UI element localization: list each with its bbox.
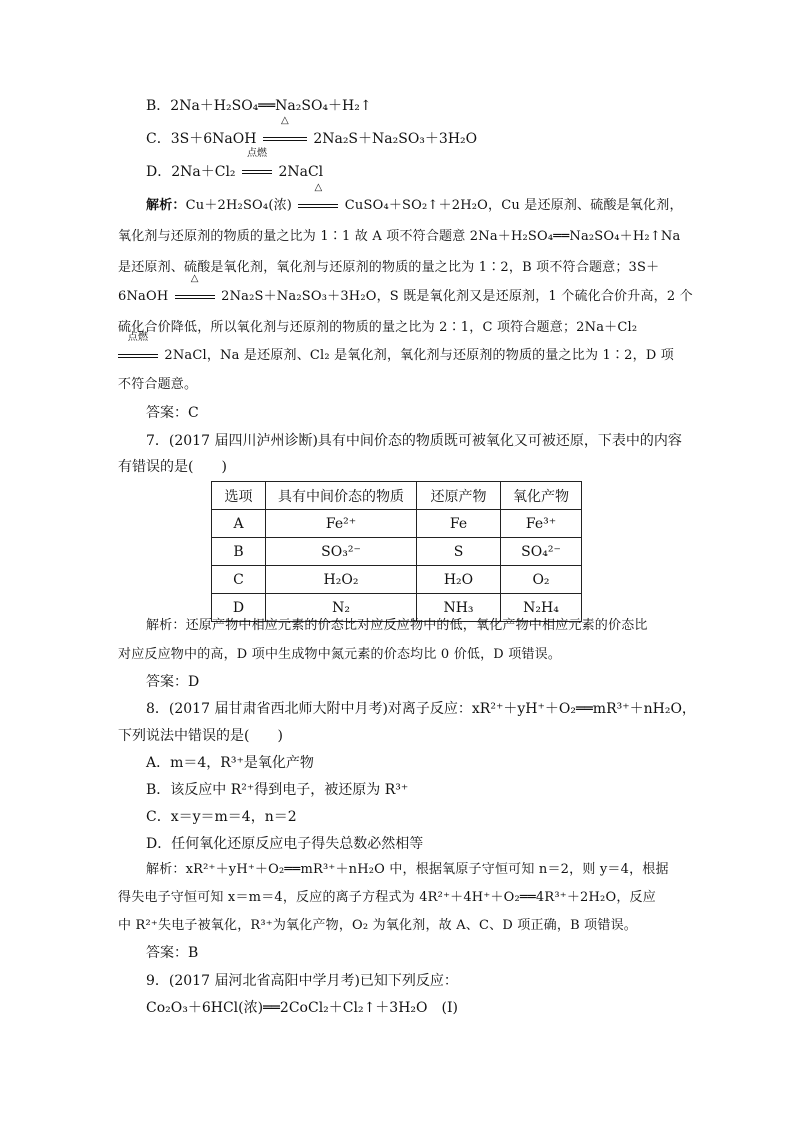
table-header-cell: 还原产物 bbox=[417, 482, 501, 510]
q8-option-d: D．任何氧化还原反应电子得失总数必然相等 bbox=[146, 836, 424, 852]
q6-answer: 答案：C bbox=[146, 405, 199, 421]
table-cell: NH₃ bbox=[417, 594, 501, 622]
table-cell: N₂H₄ bbox=[501, 594, 582, 622]
q7-stem-line1: 7．(2017 届四川泸州诊断)具有中间价态的物质既可被氧化又可被还原，下表中的内容 bbox=[146, 433, 682, 449]
q6-solution-line5: 硫化合价降低，所以氧化剂与还原剂的物质的量之比为 2∶1，C 项符合题意；2Na＋Cl₂ bbox=[118, 320, 638, 335]
table-cell: SO₃²⁻ bbox=[266, 538, 417, 566]
table-header-cell: 具有中间价态的物质 bbox=[266, 482, 417, 510]
q8-solution-line3: 中 R²⁺失电子被氧化，R³⁺为氧化产物，O₂ 为氧化剂，故 A、C、D 项正确，B 项错误。 bbox=[118, 918, 637, 933]
table-cell: Fe bbox=[417, 510, 501, 538]
table-cell: A bbox=[212, 510, 266, 538]
table-row bbox=[212, 566, 582, 594]
option-c-right: 2Na₂S＋Na₂SO₃＋3H₂O bbox=[313, 131, 478, 147]
q9-reaction-1: Co₂O₃＋6HCl(浓)══2CoCl₂＋Cl₂↑＋3H₂O (Ⅰ) bbox=[146, 1000, 458, 1016]
q8-option-a: A．m＝4，R³⁺是氧化产物 bbox=[146, 755, 314, 771]
table-cell: Fe³⁺ bbox=[501, 510, 582, 538]
q8-stem-line1: 8．(2017 届甘肃省西北师大附中月考)对离子反应：xR²⁺＋yH⁺＋O₂══mR³⁺＋nH₂O， bbox=[146, 701, 696, 717]
q6-solution-line2: 氧化剂与还原剂的物质的量之比为 1∶1 故 A 项不符合题意 2Na＋H₂SO₄══Na₂SO₄＋H₂↑Na bbox=[118, 229, 681, 244]
q6-solution-line7: 不符合题意。 bbox=[118, 377, 198, 392]
table-cell: N₂ bbox=[266, 594, 417, 622]
table-cell: B bbox=[212, 538, 266, 566]
q8-solution-line1: 解析：xR²⁺＋yH⁺＋O₂══mR³⁺＋nH₂O 中，根据氧原子守恒可知 n＝2，则 y＝4，根据 bbox=[146, 862, 669, 877]
q9-stem-line1: 9．(2017 届河北省高阳中学月考)已知下列反应： bbox=[146, 973, 458, 989]
q6-solution-line6: 点燃 2NaCl，Na 是还原剂、Cl₂ 是氧化剂，氧化剂与还原剂的物质的量之比为 1∶2，D 项 bbox=[118, 346, 674, 366]
options-table bbox=[211, 481, 582, 622]
ignite-condition: 点燃 bbox=[246, 148, 267, 159]
q8-option-b: B．该反应中 R²⁺得到电子，被还原为 R³⁺ bbox=[146, 782, 409, 798]
option-c bbox=[146, 115, 478, 149]
q6-solution-line1: 解析：Cu＋2H₂SO₄(浓) △ CuSO₄＋SO₂↑＋2H₂O，Cu 是还原剂、硫酸是氧化剂， bbox=[146, 182, 683, 213]
table-cell: C bbox=[212, 566, 266, 594]
q6-solution-line4: 6NaOH △ 2Na₂S＋Na₂SO₃＋3H₂O，S 既是氧化剂又是还原剂，1 个硫化合价升高，2 个 bbox=[118, 273, 693, 304]
table-row bbox=[212, 510, 582, 538]
q6-solution-line3: 是还原剂、硫酸是氧化剂，氧化剂与还原剂的物质的量之比为 1∶2，B 项不符合题意；3S＋ bbox=[118, 260, 660, 275]
table-cell: H₂O₂ bbox=[266, 566, 417, 594]
table-cell: Fe²⁺ bbox=[266, 510, 417, 538]
heat-condition: △ bbox=[281, 115, 289, 126]
solution-label: 解析： bbox=[146, 198, 186, 213]
q8-solution-line2: 得失电子守恒可知 x＝m＝4，反应的离子方程式为 4R²⁺＋4H⁺＋O₂══4R³⁺＋2H₂O，反应 bbox=[118, 890, 656, 905]
q7-solution-line2: 对应反应物中的高，D 项中生成物中氮元素的价态均比 0 价低，D 项错误。 bbox=[118, 647, 562, 662]
q7-stem-line2: 有错误的是( ) bbox=[118, 459, 227, 475]
option-d-left: D．2Na＋Cl₂ bbox=[146, 164, 236, 180]
table-cell: O₂ bbox=[501, 566, 582, 594]
table-cell: D bbox=[212, 594, 266, 622]
table-cell: H₂O bbox=[417, 566, 501, 594]
option-c-left: C．3S＋6NaOH bbox=[146, 131, 257, 147]
q7-answer: 答案：D bbox=[146, 674, 200, 690]
table-cell: S bbox=[417, 538, 501, 566]
option-b: B．2Na＋H₂SO₄══Na₂SO₄＋H₂↑ bbox=[146, 98, 372, 114]
option-d-right: 2NaCl bbox=[278, 164, 324, 180]
table-cell: SO₄²⁻ bbox=[501, 538, 582, 566]
table-row bbox=[212, 538, 582, 566]
option-d bbox=[146, 148, 324, 182]
table-header-cell: 选项 bbox=[212, 482, 266, 510]
table-header-row bbox=[212, 482, 582, 510]
q8-option-c: C．x＝y＝m＝4，n＝2 bbox=[146, 809, 297, 825]
q7-solution-line1: 解析：还原产物中相应元素的价态比对应反应物中的低，氧化产物中相应元素的价态比 bbox=[146, 618, 648, 633]
q8-stem-line2: 下列说法中错误的是( ) bbox=[118, 728, 283, 744]
table-header-cell: 氧化产物 bbox=[501, 482, 582, 510]
q8-answer: 答案：B bbox=[146, 945, 199, 961]
